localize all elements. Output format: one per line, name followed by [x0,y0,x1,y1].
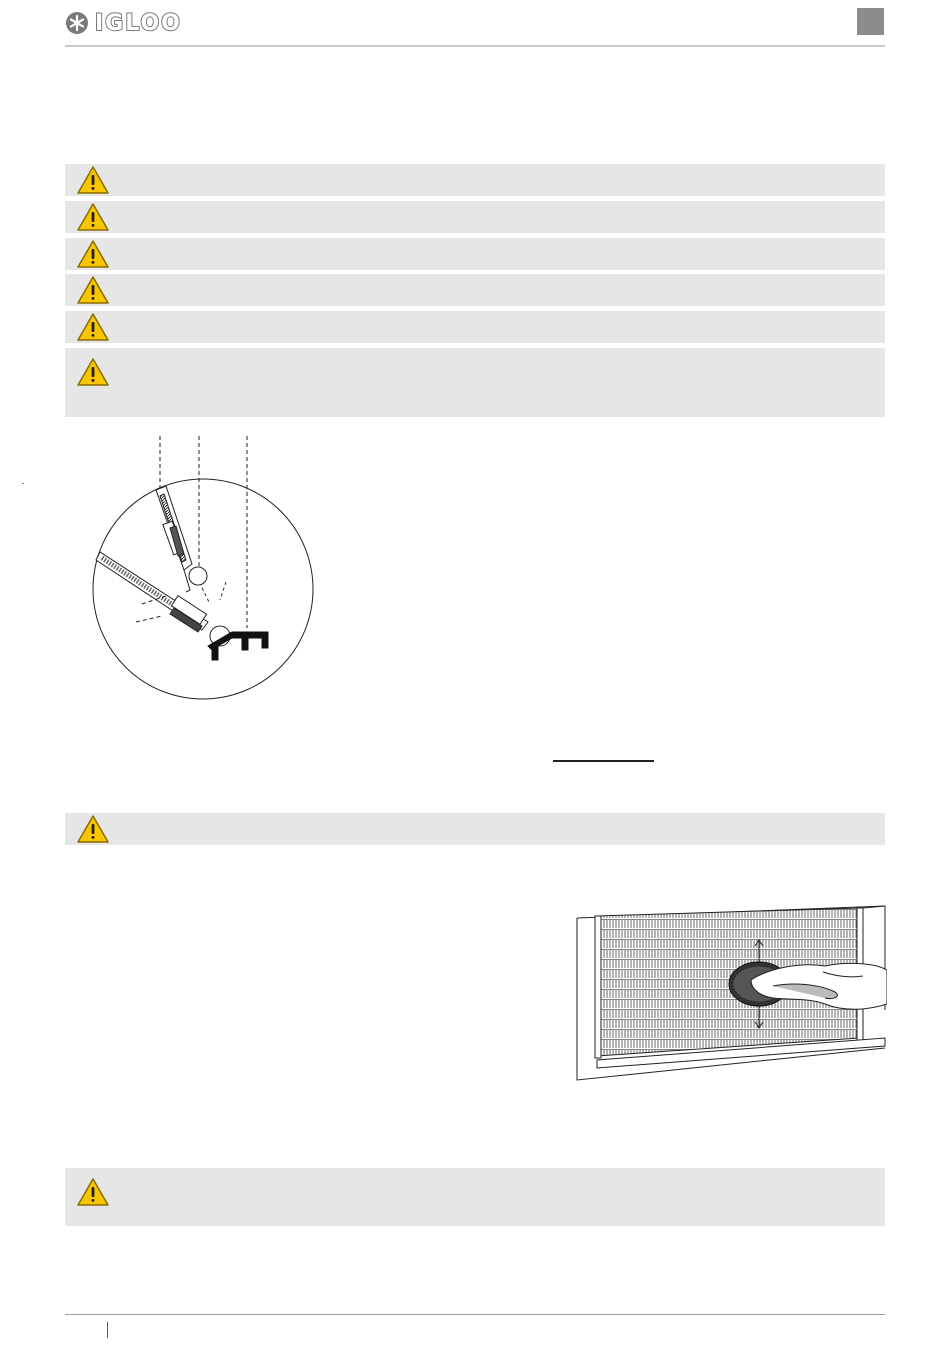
brand-name: IGLOO [95,10,182,36]
brand-logo [65,10,225,36]
warning-bar [65,201,885,233]
warning-bar [65,238,885,270]
warning-triangle-icon [75,1176,111,1208]
warning-bar [65,164,885,196]
underlined-link[interactable] [553,760,654,762]
warning-triangle-icon [75,311,111,343]
header-rule [65,45,885,47]
warning-bar [65,274,885,306]
margin-mark [22,483,24,484]
warning-triangle-icon [75,201,111,233]
warning-triangle-icon [75,813,111,845]
footer-rule [65,1314,885,1315]
warning-bar [65,311,885,343]
glass-hinge-detail-illustration [90,432,330,707]
warning-triangle-icon [75,164,111,196]
snowflake-asterisk-icon [65,11,89,35]
warning-triangle-icon [75,238,111,270]
condenser-brush-cleaning-illustration [573,900,887,1088]
footer-page-separator [107,1322,108,1338]
warning-triangle-icon [75,356,111,388]
warning-bar [65,813,885,845]
section-marker [857,8,884,35]
warning-bar-large [65,348,885,417]
warning-triangle-icon [75,274,111,306]
warning-bar-large [65,1168,885,1226]
